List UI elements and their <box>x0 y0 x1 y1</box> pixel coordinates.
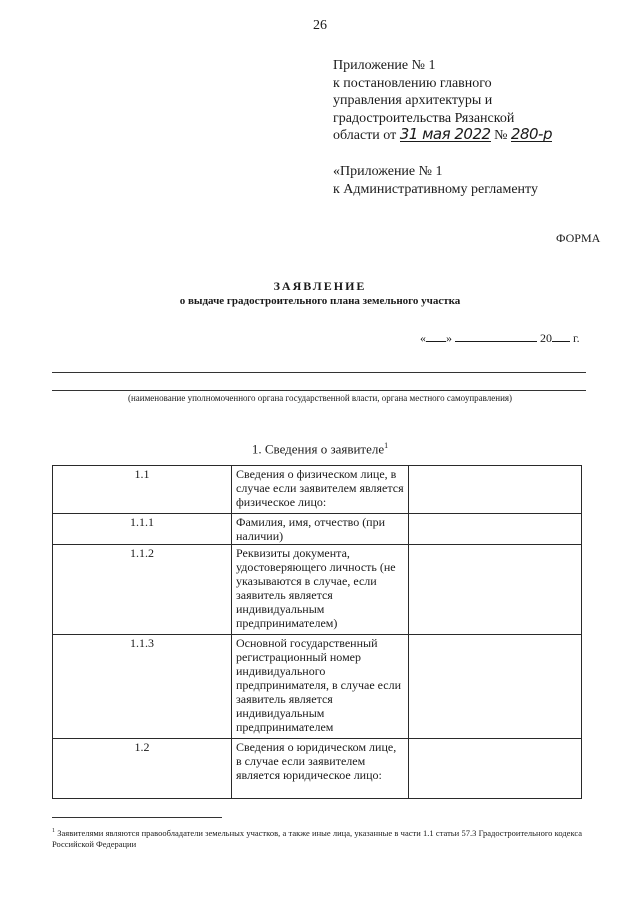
approval-line-5 <box>333 127 552 145</box>
approval-block <box>333 57 552 145</box>
date-open-quote: « <box>420 331 426 345</box>
document-subtitle: о выдаче градостроительного плана земельного участка <box>179 295 461 307</box>
section-heading <box>0 441 640 457</box>
page-number: 26 <box>313 18 327 33</box>
row-number: 1.2 <box>53 739 232 799</box>
number-sign: № <box>494 128 508 143</box>
table-row <box>53 545 582 635</box>
day-blank[interactable] <box>426 341 446 342</box>
row-value-field[interactable] <box>409 514 582 545</box>
year-blank[interactable] <box>552 341 570 342</box>
date-line <box>420 331 580 346</box>
row-number: 1.1.1 <box>53 514 232 545</box>
approval-line-2: к постановлению главного <box>333 75 492 91</box>
annex-block <box>333 163 538 198</box>
row-label: Сведения о юридическом лице, в случае если заявителем является юридическое лицо: <box>232 739 409 799</box>
authority-line-1[interactable] <box>52 372 586 373</box>
year-suffix: г. <box>573 331 580 345</box>
applicant-table <box>52 465 582 799</box>
footnote-divider <box>52 817 222 818</box>
approval-line-1: Приложение № 1 <box>333 58 436 73</box>
table-row <box>53 635 582 739</box>
row-value-field[interactable] <box>409 635 582 739</box>
row-label: Реквизиты документа, удостоверяющего личность (не указываются в случае, если заявитель является индивидуальным предпринимателем) <box>232 545 409 635</box>
footnote <box>52 826 582 850</box>
table-row <box>53 514 582 545</box>
row-number: 1.1 <box>53 466 232 514</box>
date-close-quote: » <box>446 331 452 345</box>
month-blank[interactable] <box>455 341 537 342</box>
approval-line-3: управления архитектуры и <box>333 93 493 108</box>
handwritten-date: 31 мая 2022 <box>399 125 491 143</box>
document-title: ЗАЯВЛЕНИЕ <box>273 279 367 293</box>
form-label: ФОРМА <box>556 231 601 245</box>
row-label: Сведения о физическом лице, в случае если заявителем является физическое лицо: <box>232 466 409 514</box>
row-number: 1.1.2 <box>53 545 232 635</box>
handwritten-number: 280-р <box>510 125 552 143</box>
annex-line-2: к Административному регламенту <box>333 181 538 197</box>
row-label: Основной государственный регистрационный номер индивидуального предпринимателя, в случае если заявитель является индивидуальным предпринимателем <box>232 635 409 739</box>
footnote-text: Заявителями являются правообладатели земельных участков, а также иные лица, указанные в части 1.1 статьи 57.3 Градостроительного кодекса Российской Федерации <box>52 827 583 849</box>
row-value-field[interactable] <box>409 466 582 514</box>
section-title: 1. Сведения о заявителе <box>251 441 385 457</box>
row-value-field[interactable] <box>409 739 582 799</box>
year-prefix: 20 <box>540 331 552 345</box>
annex-line-1: «Приложение № 1 <box>333 164 443 179</box>
row-label: Фамилия, имя, отчество (при наличии) <box>232 514 409 545</box>
approval-date-prefix: области от <box>333 128 397 143</box>
authority-line-2[interactable] <box>52 390 586 391</box>
authority-caption: (наименование уполномоченного органа государственной власти, органа местного самоуправления) <box>127 393 513 403</box>
table-row <box>53 739 582 799</box>
row-value-field[interactable] <box>409 545 582 635</box>
approval-line-4: градостроительства Рязанской <box>333 110 515 126</box>
footnote-reference: 1 <box>384 441 389 450</box>
row-number: 1.1.3 <box>53 635 232 739</box>
footnote-marker: 1 <box>52 828 55 834</box>
table-row <box>53 466 582 514</box>
